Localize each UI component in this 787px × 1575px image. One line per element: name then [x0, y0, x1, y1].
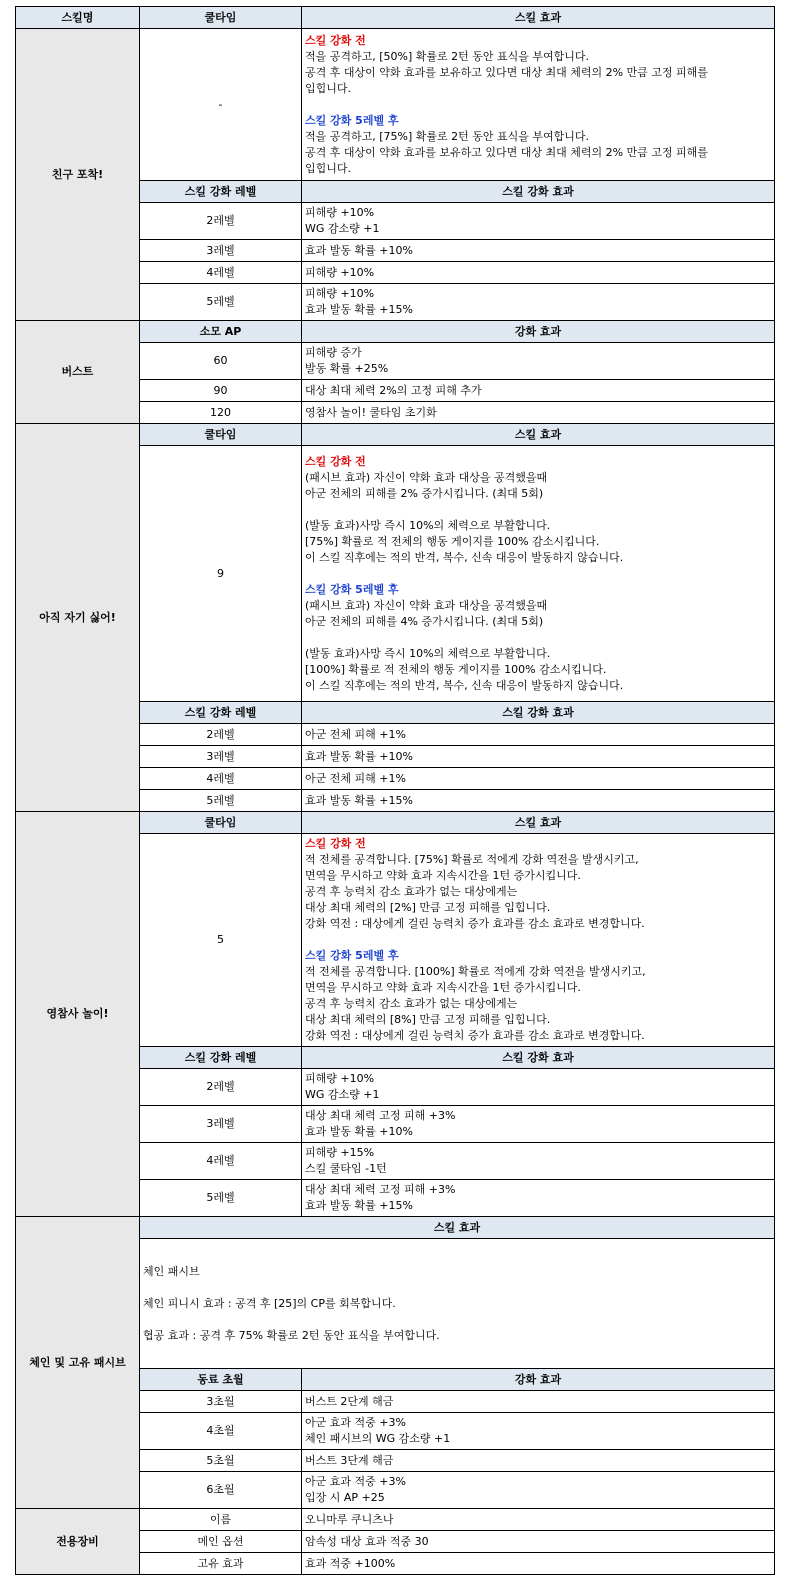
transcend-effect — [302, 1450, 775, 1472]
effect-lines — [305, 598, 771, 694]
skill-cooldown: 5 — [140, 834, 302, 1047]
text-line: 이 스킬 직후에는 적의 반격, 복수, 신속 대응이 발동하지 않습니다. — [305, 678, 624, 692]
text-line: 입힙니다. — [305, 81, 352, 95]
ally-transcend-header: 동료 초월 — [140, 1369, 302, 1391]
upgrade-level-header: 스킬 강화 레벨 — [140, 1047, 302, 1069]
level-effect — [302, 724, 775, 746]
text-line: 효과 발동 확률 +15% — [305, 1199, 413, 1212]
skill-table — [15, 6, 775, 1575]
cooldown-header: 쿨타임 — [140, 424, 302, 446]
burst-effect — [302, 343, 775, 380]
after-upgrade-heading: 스킬 강화 5레벨 후 — [305, 949, 399, 962]
text-line: 체인 패시브의 WG 감소량 +1 — [305, 1432, 451, 1445]
text-line — [143, 1280, 771, 1296]
level-effect — [302, 284, 775, 321]
text-line: 이 스킬 직후에는 적의 반격, 복수, 신속 대응이 발동하지 않습니다. — [305, 550, 624, 564]
boost-effect-header: 강화 효과 — [302, 321, 775, 343]
transcend-level: 4초월 — [140, 1413, 302, 1450]
transcend-level: 6초월 — [140, 1472, 302, 1509]
text-line: 버스트 3단계 해금 — [305, 1453, 394, 1467]
table-row — [16, 29, 775, 181]
upgrade-level-header: 스킬 강화 레벨 — [140, 702, 302, 724]
text-line: 아군 효과 적중 +3% — [305, 1475, 406, 1488]
text-line: 아군 전체 피해 +1% — [305, 771, 406, 785]
skill-effect-header: 스킬 효과 — [302, 812, 775, 834]
effect-lines — [305, 852, 771, 932]
skill-name: 아직 자기 싫어! — [16, 424, 140, 812]
skill-cooldown: - — [140, 29, 302, 181]
skill-effect-text — [302, 834, 775, 1047]
level-cell: 2레벨 — [140, 724, 302, 746]
text-line: 아군 전체 피해 +1% — [305, 727, 406, 741]
ap-cost-header: 소모 AP — [140, 321, 302, 343]
equip-label: 고유 효과 — [140, 1553, 302, 1575]
sub-header-row — [16, 321, 775, 343]
text-line: 효과 발동 확률 +15% — [305, 793, 413, 807]
ap-cell: 90 — [140, 380, 302, 402]
sub-header-row — [16, 424, 775, 446]
level-cell: 5레벨 — [140, 1180, 302, 1217]
skill-name: 영참사 놀이! — [16, 812, 140, 1217]
text-line: 면역을 무시하고 약화 효과 지속시간을 1턴 증가시킵니다. — [305, 869, 581, 882]
skill-cooldown: 9 — [140, 446, 302, 702]
level-effect — [302, 203, 775, 240]
upgrade-effect-header: 스킬 강화 효과 — [302, 702, 775, 724]
text-line: 효과 발동 확률 +10% — [305, 749, 413, 763]
text-line: 피해량 +10% — [305, 1072, 375, 1085]
text-line — [143, 1312, 771, 1328]
text-line: 대상 최대 체력 2%의 고정 피해 추가 — [305, 383, 482, 397]
skill-name: 버스트 — [16, 321, 140, 424]
text-line: [75%] 확률로 적 전체의 행동 게이지를 100% 감소시킵니다. — [305, 534, 600, 548]
text-line: WG 감소량 +1 — [305, 222, 380, 235]
level-cell: 4레벨 — [140, 768, 302, 790]
text-line: 피해량 증가 — [305, 346, 362, 359]
sub-header-row — [16, 812, 775, 834]
level-effect — [302, 1143, 775, 1180]
level-cell: 2레벨 — [140, 203, 302, 240]
equip-label: 이름 — [140, 1509, 302, 1531]
effect-lines — [305, 49, 771, 97]
skill-effect-text — [302, 29, 775, 181]
skill-name: 전용장비 — [16, 1509, 140, 1575]
sub-header-row — [16, 1217, 775, 1239]
level-cell: 5레벨 — [140, 284, 302, 321]
text-line: (패시브 효과) 자신이 약화 효과 대상을 공격했을때 — [305, 598, 548, 612]
equip-label: 메인 옵션 — [140, 1531, 302, 1553]
equip-value: 효과 적중 +100% — [302, 1553, 775, 1575]
level-cell: 3레벨 — [140, 1106, 302, 1143]
level-cell: 5레벨 — [140, 790, 302, 812]
text-line: 체인 패시브 — [143, 1264, 200, 1278]
text-line: 공격 후 능력치 감소 효과가 없는 대상에게는 — [305, 885, 518, 898]
text-line: 대상 최대 체력의 [8%] 만큼 고정 피해를 입힙니다. — [305, 1013, 551, 1026]
text-line: 대상 최대 체력 고정 피해 +3% — [305, 1109, 456, 1122]
upgrade-effect-header: 스킬 강화 효과 — [302, 181, 775, 203]
text-line: 입힙니다. — [305, 161, 352, 175]
text-line: 적을 공격하고, [50%] 확률로 2턴 동안 표식을 부여합니다. — [305, 49, 590, 63]
text-line: 효과 발동 확률 +15% — [305, 303, 413, 316]
text-line: 피해량 +10% — [305, 206, 375, 219]
before-upgrade-heading: 스킬 강화 전 — [305, 454, 366, 468]
text-line: (패시브 효과) 자신이 약화 효과 대상을 공격했을때 — [305, 470, 548, 484]
burst-effect — [302, 402, 775, 424]
text-line: 대상 최대 체력 고정 피해 +3% — [305, 1183, 456, 1196]
text-line: 공격 후 대상이 약화 효과를 보유하고 있다면 대상 최대 체력의 2% 만큼 고정 피해를 — [305, 145, 708, 159]
after-upgrade-heading: 스킬 강화 5레벨 후 — [305, 582, 399, 596]
upgrade-level-header: 스킬 강화 레벨 — [140, 181, 302, 203]
text-line: 대상 최대 체력의 [2%] 만큼 고정 피해를 입힙니다. — [305, 901, 551, 914]
boost-effect-header: 강화 효과 — [302, 1369, 775, 1391]
effect-lines — [305, 964, 771, 1044]
text-line: 체인 피니시 효과 : 공격 후 [25]의 CP를 회복합니다. — [143, 1296, 396, 1310]
text-line: [100%] 확률로 적 전체의 행동 게이지를 100% 감소시킵니다. — [305, 662, 607, 676]
level-cell: 4레벨 — [140, 1143, 302, 1180]
level-effect — [302, 768, 775, 790]
transcend-level: 3초월 — [140, 1391, 302, 1413]
header-skill-name: 스킬명 — [16, 7, 140, 29]
text-line: 아군 전체의 피해를 2% 증가시킵니다. (최대 5회) — [305, 486, 544, 500]
text-line — [305, 630, 771, 646]
text-line: 효과 발동 확률 +10% — [305, 1125, 413, 1138]
skill-name: 체인 및 고유 패시브 — [16, 1217, 140, 1509]
text-line: WG 감소량 +1 — [305, 1088, 380, 1101]
transcend-effect — [302, 1413, 775, 1450]
text-line: 피해량 +10% — [305, 265, 375, 279]
text-line: 적 전체를 공격합니다. [75%] 확률로 적에게 강화 역전을 발생시키고, — [305, 853, 639, 866]
text-line: 적을 공격하고, [75%] 확률로 2턴 동안 표식을 부여합니다. — [305, 129, 590, 143]
text-line: (발동 효과)사망 즉시 10%의 체력으로 부활합니다. — [305, 646, 551, 660]
text-line: 버스트 2단계 해금 — [305, 1394, 394, 1408]
text-line — [305, 502, 771, 518]
upgrade-effect-header: 스킬 강화 효과 — [302, 1047, 775, 1069]
chain-passive-text — [140, 1239, 775, 1369]
before-upgrade-heading: 스킬 강화 전 — [305, 33, 366, 47]
level-effect — [302, 746, 775, 768]
skill-effect-header: 스킬 효과 — [302, 424, 775, 446]
text-line: 공격 후 대상이 약화 효과를 보유하고 있다면 대상 최대 체력의 2% 만큼 고정 피해를 — [305, 65, 708, 79]
text-line: 피해량 +15% — [305, 1146, 375, 1159]
text-line: 면역을 무시하고 약화 효과 지속시간을 1턴 증가시킵니다. — [305, 981, 581, 994]
transcend-effect — [302, 1472, 775, 1509]
level-cell: 3레벨 — [140, 240, 302, 262]
level-effect — [302, 262, 775, 284]
text-line: 강화 역전 : 대상에게 걸린 능력치 증가 효과를 감소 효과로 변경합니다. — [305, 1029, 645, 1042]
ap-cell: 60 — [140, 343, 302, 380]
cooldown-header: 쿨타임 — [140, 812, 302, 834]
text-line: 피해량 +10% — [305, 287, 375, 300]
level-cell: 4레벨 — [140, 262, 302, 284]
text-line: 아군 전체의 피해를 4% 증가시킵니다. (최대 5회) — [305, 614, 544, 628]
text-line: 효과 발동 확률 +10% — [305, 243, 413, 257]
effect-lines — [305, 470, 771, 566]
equip-value: 암속성 대상 효과 적중 30 — [302, 1531, 775, 1553]
skill-effect-header: 스킬 효과 — [140, 1217, 775, 1239]
text-line: 아군 효과 적중 +3% — [305, 1416, 406, 1429]
table-row — [16, 1509, 775, 1531]
text-line: 적 전체를 공격합니다. [100%] 확률로 적에게 강화 역전을 발생시키고, — [305, 965, 646, 978]
after-upgrade-heading: 스킬 강화 5레벨 후 — [305, 113, 399, 127]
equip-value: 오니마루 쿠니츠나 — [302, 1509, 775, 1531]
text-line: 스킬 쿨타임 -1턴 — [305, 1162, 387, 1175]
text-line: 강화 역전 : 대상에게 걸린 능력치 증가 효과를 감소 효과로 변경합니다. — [305, 917, 645, 930]
text-line: 협공 효과 : 공격 후 75% 확률로 2턴 동안 표식을 부여합니다. — [143, 1328, 440, 1342]
level-cell: 3레벨 — [140, 746, 302, 768]
transcend-effect — [302, 1391, 775, 1413]
transcend-level: 5초월 — [140, 1450, 302, 1472]
level-effect — [302, 1180, 775, 1217]
level-effect — [302, 1106, 775, 1143]
text-line: 발동 확률 +25% — [305, 362, 389, 375]
before-upgrade-heading: 스킬 강화 전 — [305, 837, 366, 850]
level-effect — [302, 240, 775, 262]
burst-effect — [302, 380, 775, 402]
text-line: 입장 시 AP +25 — [305, 1491, 385, 1504]
level-effect — [302, 790, 775, 812]
header-skill-effect: 스킬 효과 — [302, 7, 775, 29]
text-line: (발동 효과)사망 즉시 10%의 체력으로 부활합니다. — [305, 518, 551, 532]
text-line: 공격 후 능력치 감소 효과가 없는 대상에게는 — [305, 997, 518, 1010]
ap-cell: 120 — [140, 402, 302, 424]
level-cell: 2레벨 — [140, 1069, 302, 1106]
table-header-row — [16, 7, 775, 29]
skill-name: 친구 포착! — [16, 29, 140, 321]
text-line: 영참사 놀이! 쿨타임 초기화 — [305, 405, 437, 419]
effect-lines — [305, 129, 771, 177]
skill-effect-text — [302, 446, 775, 702]
level-effect — [302, 1069, 775, 1106]
header-cooldown: 쿨타임 — [140, 7, 302, 29]
